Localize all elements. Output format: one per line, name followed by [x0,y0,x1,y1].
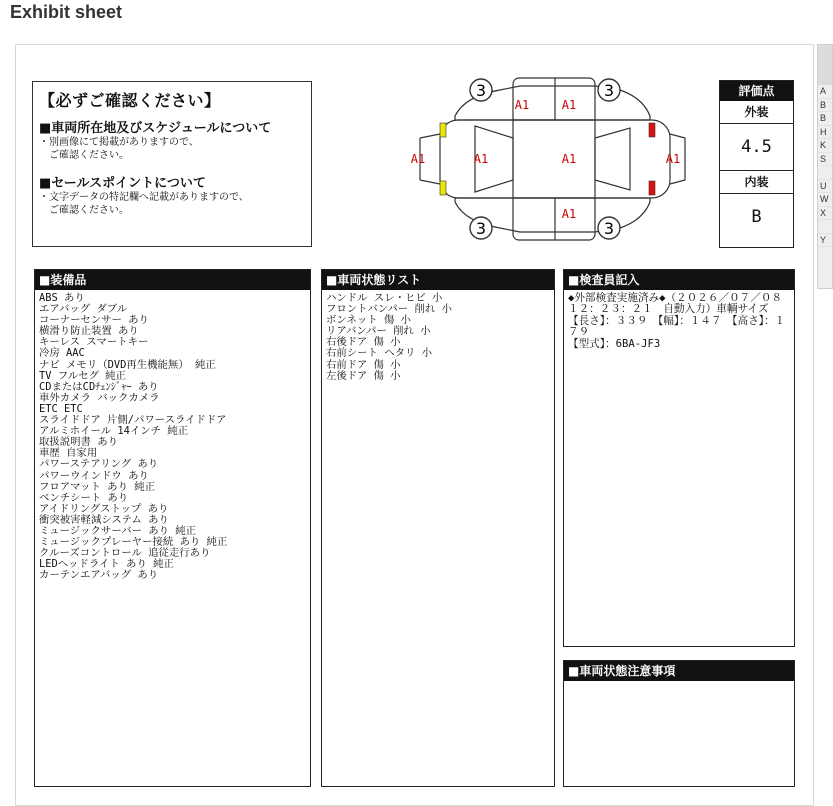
damage-code: A1 [473,152,489,166]
car-damage-diagram [405,76,695,242]
condition-item: 右前シート ヘタリ 小 [326,347,433,360]
inspector-panel [563,269,795,647]
condition-item: 右後ドア 傷 小 [326,336,401,349]
condition-item: フロントバンパー 削れ 小 [326,303,452,316]
front-right-light-mark [440,181,446,195]
condition-title: ■車両状態リスト [322,270,554,290]
damage-code: A1 [561,207,577,221]
notes-title: ■車両状態注意事項 [564,661,794,681]
equipment-item: フロアマット あり 純正 [39,480,156,493]
page-title: Exhibit sheet [10,2,123,22]
equipment-item: LEDヘッドライト あり 純正 [39,558,174,571]
equipment-item: スライドドア 片側/パワースライドドア [39,414,227,427]
condition-item: リアバンパー 削れ 小 [326,325,431,338]
equipment-item: 冷房 AAC [39,347,85,360]
equipment-item: クルーズコントロール 追従走行あり [39,547,211,560]
side-tab-header [818,45,832,85]
equipment-item: コーナーセンサー あり [39,314,149,327]
notice-box [32,81,312,247]
side-tab-row[interactable] [818,220,832,234]
equipment-item: 車歴 自家用 [39,447,98,460]
damage-mark: 3 [603,81,615,100]
condition-panel [321,269,555,787]
side-tab-row[interactable]: S [818,153,832,167]
equipment-item: アイドリングストップ あり [39,502,169,515]
side-tab-row[interactable]: K [818,139,832,153]
side-tab-row[interactable]: U [818,180,832,194]
side-tab-row[interactable]: X [818,207,832,221]
damage-code: A1 [665,152,681,166]
rating-box [719,80,794,248]
equipment-item: アルミホイール 14インチ 純正 [39,425,189,438]
equipment-item: 車外カメラ バックカメラ [39,391,160,404]
equipment-item: エアバッグ ダブル [39,303,128,316]
equipment-item: ベンチシート あり [39,491,129,504]
car-outline [420,78,685,240]
equipment-item: パワーステアリング あり [39,458,159,471]
interior-label: 内装 [720,170,793,194]
exterior-label: 外装 [720,101,793,124]
equipment-item: 取扱説明書 あり [39,436,118,449]
equipment-item: 横滑り防止装置 あり [39,325,139,338]
inspector-line: 【型式】：6BA-JF3 [568,337,661,350]
damage-code: A1 [561,152,577,166]
condition-item: 右前ドア 傷 小 [326,358,401,371]
notice-heading-location: ■車両所在地及びスケジュールについて [39,121,272,136]
damage-mark: 3 [475,81,487,100]
condition-item: 左後ドア 傷 小 [326,369,401,382]
equipment-item: TV フルセグ 純正 [39,369,126,382]
notice-heading-salespoint: ■セールスポイントについて [39,176,206,191]
side-tab-row[interactable]: W [818,193,832,207]
side-tab-rows [818,85,832,247]
exterior-score: 4.5 [741,137,772,157]
equipment-item: 衝突被害軽減システム あり [39,513,169,526]
side-tab-row[interactable]: B [818,99,832,113]
inspector-notes [564,290,794,353]
notice-text-location: ・別画像にて掲載がありますので、 ご確認ください。 [39,137,199,161]
damage-code: A1 [514,98,530,112]
inspector-line: 【長さ】：３３９ 【幅】：１４７ 【高さ】：１７９ [568,314,786,339]
side-tab-row[interactable]: B [818,112,832,126]
equipment-item: CDまたはCDﾁｪﾝｼﾞｬｰ あり [39,380,159,393]
inspector-line: ◆外部検査実施済み◆（２０２６／０７／０８ １２：２３：２１ 自動入力）車輌サイズ [568,292,793,316]
equipment-item: ミュージックプレーヤー接続 あり 純正 [39,536,228,549]
condition-list [322,290,554,385]
equipment-item: ミュージックサーバー あり 純正 [39,524,197,537]
damage-code: A1 [410,152,426,166]
interior-score: B [751,207,762,227]
side-tab-row[interactable]: H [818,126,832,140]
rating-header: 評価点 [720,81,793,101]
equipment-item: パワーウインドウ あり [39,469,149,482]
side-tab-row[interactable]: A [818,85,832,99]
front-left-light-mark [440,123,446,137]
damage-mark: 3 [475,219,487,238]
equipment-item: キーレス スマートキー [39,336,149,349]
equipment-list [35,290,310,584]
rear-left-light-mark [649,123,655,137]
damage-code: A1 [561,98,577,112]
equipment-title: ■装備品 [35,270,310,290]
notes-panel [563,660,795,787]
notice-text-salespoint: ・文字データの特記欄へ記載がありますので、 ご確認ください。 [39,192,249,216]
side-tab-row[interactable] [818,166,832,180]
notice-title: 【必ずご確認ください】 [39,91,221,110]
equipment-item: ナビ メモリ（DVD再生機能無） 純正 [39,358,216,371]
condition-item: ボンネット 傷 小 [326,314,411,327]
equipment-item: カーテンエアバッグ あり [39,569,159,582]
condition-item: ハンドル スレ・ヒビ 小 [326,292,443,304]
side-tab[interactable] [817,44,833,289]
equipment-item: ETC ETC [39,402,83,415]
damage-mark: 3 [603,219,615,238]
equipment-panel [34,269,311,787]
inspector-title: ■検査員記入 [564,270,794,290]
equipment-item: ABS あり [39,292,85,304]
side-tab-row[interactable]: Y [818,234,832,248]
rear-right-light-mark [649,181,655,195]
